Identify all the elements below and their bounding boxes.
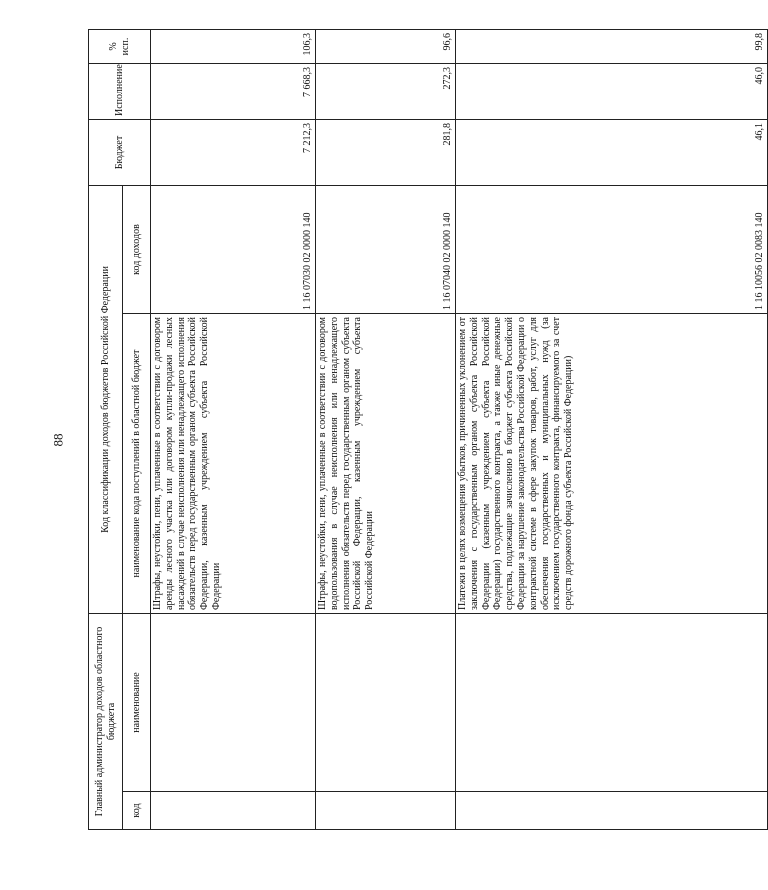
row-description: Штрафы, неустойки, пени, уплаченные в соответствии с договором аренды лесного участка или договором купли-продажи лесных насаждений в случае неисполнения или ненадлежащего исполнения обязательств перед государственным органом субъекта Российской Федерации, казенным учреждением субъекта Российской Федерации [151, 314, 316, 614]
row-description: Платежи в целях возмещения убытков, причиненных уклонением от заключения с государственным органом субъекта Российской Федерации (казенным учреждением субъекта Российской Федерации) государственного контракта, а также иные денежные средства, подлежащие зачислению в бюджет субъекта Российской Федерации за нарушение законодательства Российской Федерации о контрактной системе в сфере закупок товаров, работ, услуг для обеспечения государственных и муниципальных нужд (за исключением государственного контракта, финансируемого за счет средств дорожного фонда субъекта Российской Федерации) [456, 314, 768, 614]
budget-table-container [88, 30, 768, 830]
row-kod [151, 792, 316, 830]
naimenovanie-header: наименование [123, 614, 151, 792]
budget-table [88, 29, 768, 830]
row-kod [316, 792, 456, 830]
row-name [151, 614, 316, 792]
income-name-header: наименование кода поступлений в областной бюджет [123, 314, 151, 614]
row-ispolnenie: 7 668,3 [151, 63, 316, 119]
row-code: 1 16 10056 02 0083 140 [456, 185, 768, 313]
classification-group-header: Код классификации доходов бюджетов Российской Федерации [89, 185, 123, 613]
row-code: 1 16 07030 02 0000 140 [151, 185, 316, 313]
table-row [151, 29, 316, 829]
ispolnenie-header: Исполнение [89, 63, 151, 119]
table-row [456, 29, 768, 829]
table-row [316, 29, 456, 829]
row-percent: 96,6 [316, 29, 456, 63]
row-name [316, 614, 456, 792]
kod-header: код [123, 792, 151, 830]
budget-header: Бюджет [89, 119, 151, 185]
row-name [456, 614, 768, 792]
row-code: 1 16 07040 02 0000 140 [316, 185, 456, 313]
row-percent: 99,8 [456, 29, 768, 63]
row-kod [456, 792, 768, 830]
income-code-header: код доходов [123, 185, 151, 313]
row-percent: 106,3 [151, 29, 316, 63]
page-number: 88 [50, 433, 66, 447]
row-budget: 281,8 [316, 119, 456, 185]
admin-group-header: Главный администратор доходов областного бюджета [89, 614, 123, 830]
row-ispolnenie: 272,3 [316, 63, 456, 119]
percent-header: % исп. [89, 29, 151, 63]
row-description: Штрафы, неустойки, пени, уплаченные в соответствии с договором водопользования в случае неисполнения или ненадлежащего исполнения обязательств перед государственным органом субъекта Российской Федерации, казенным учреждением субъекта Российской Федерации [316, 314, 456, 614]
row-budget: 46,1 [456, 119, 768, 185]
row-budget: 7 212,3 [151, 119, 316, 185]
row-ispolnenie: 46,0 [456, 63, 768, 119]
